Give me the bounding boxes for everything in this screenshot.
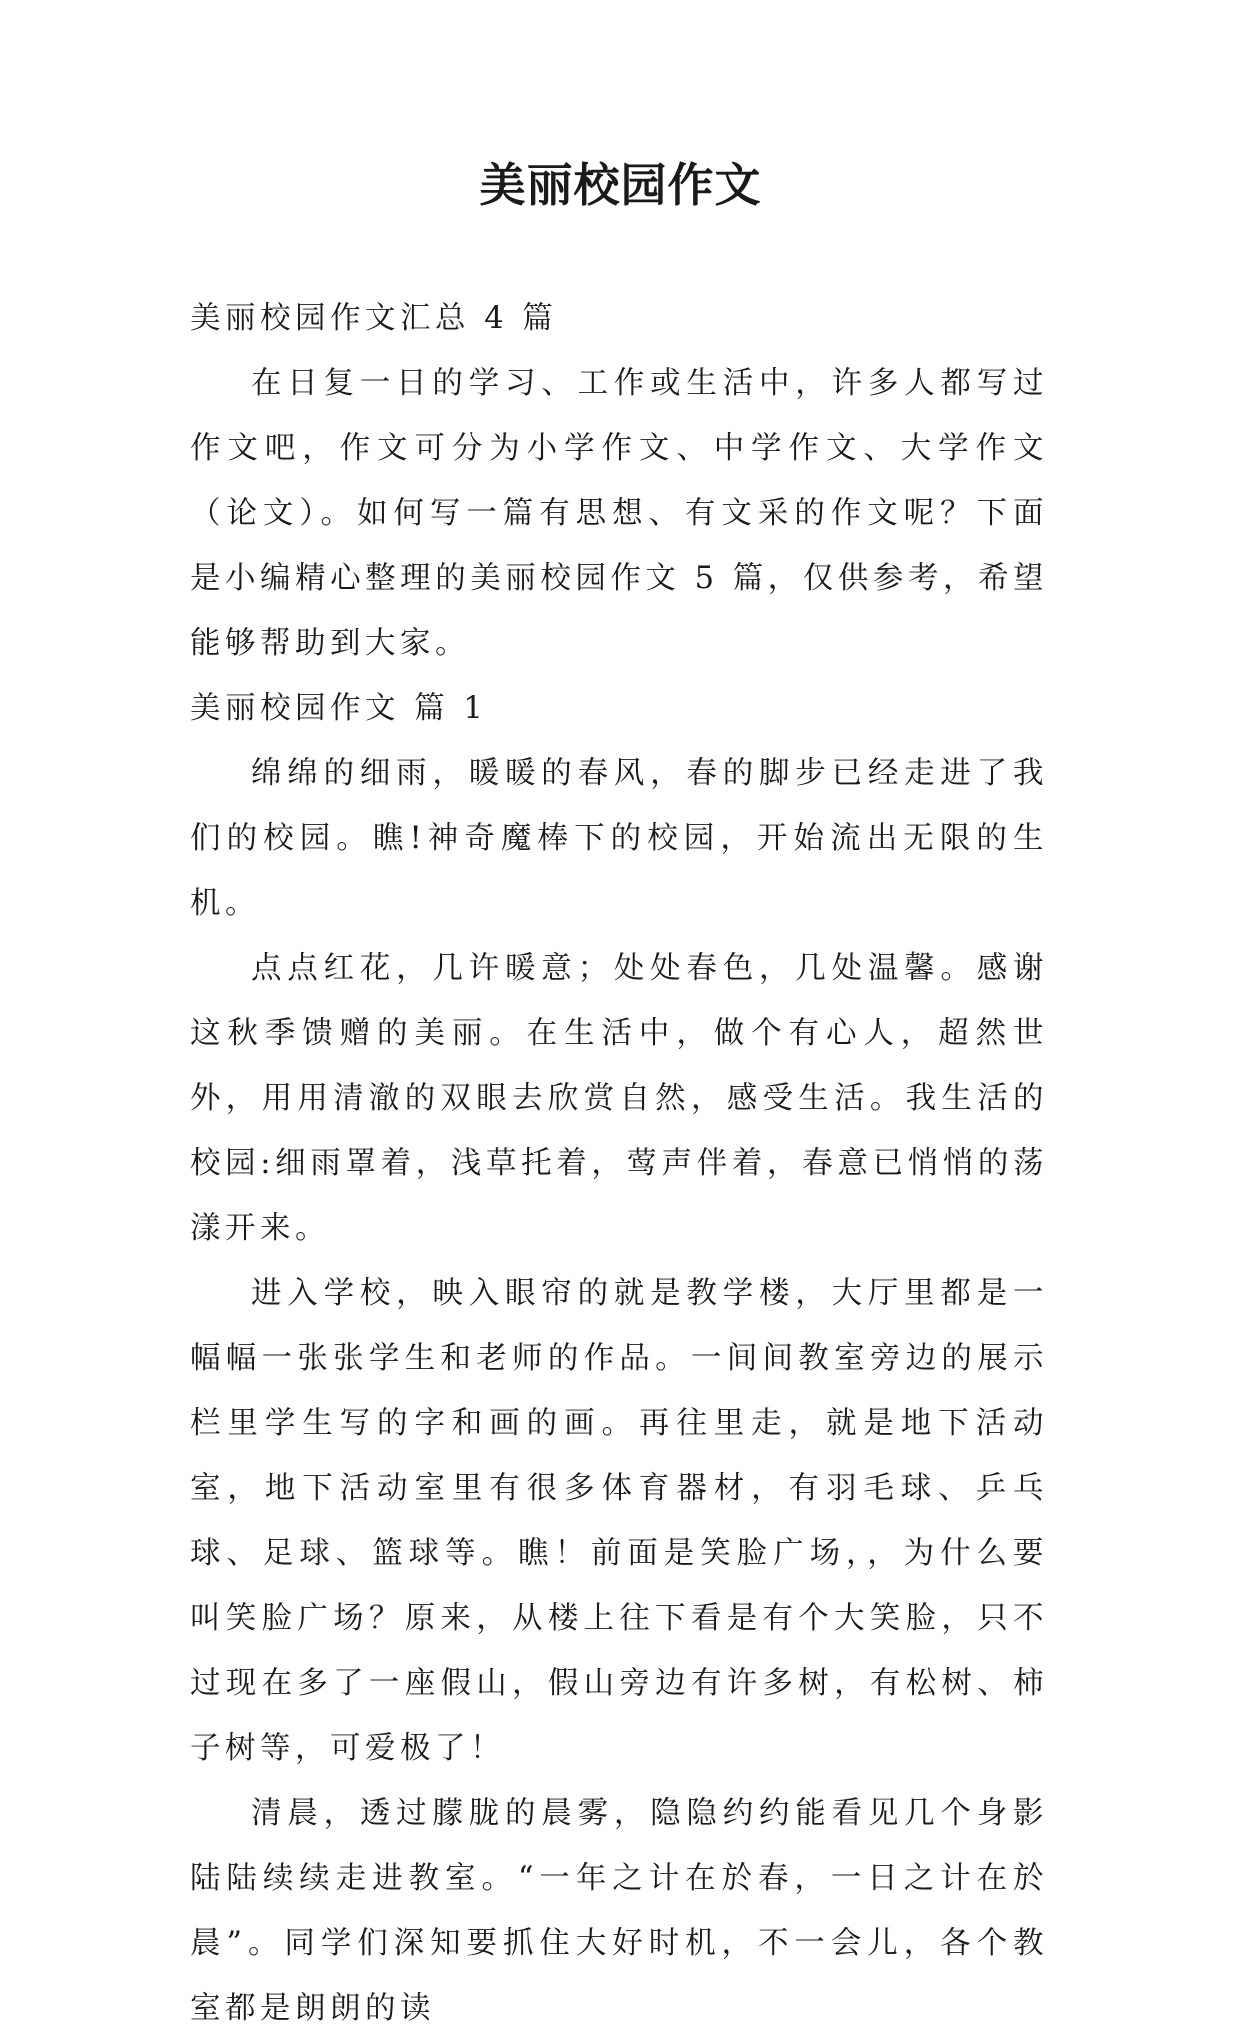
- essay-1-heading: 美丽校园作文 篇 1: [190, 691, 488, 726]
- essay-paragraph: 绵绵的细雨，暖暖的春风，春的脚步已经走进了我们的校园。瞧!神奇魔棒下的校园，开始流出无限的生机。: [190, 756, 1048, 921]
- essay-paragraph: 进入学校，映入眼帘的就是教学楼，大厅里都是一幅幅一张张学生和老师的作品。一间间教室旁边的展示栏里学生写的字和画的画。再往里走，就是地下活动室，地下活动室里有很多体育器材，有羽毛球、乒乓球、足球、篮球等。瞧！前面是笑脸广场，，为什么要叫笑脸广场？原来，从楼上往下看是有个大笑脸，只不过现在多了一座假山，假山旁边有许多树，有松树、柿子树等，可爱极了！: [190, 1276, 1048, 1766]
- intro-paragraph: 在日复一日的学习、工作或生活中，许多人都写过作文吧，作文可分为小学作文、中学作文、大学作文（论文）。如何写一篇有思想、有文采的作文呢？下面是小编精心整理的美丽校园作文 5 篇，仅供参考，希望能够帮助到大家。: [190, 366, 1048, 661]
- collection-heading: 美丽校园作文汇总 4 篇: [190, 301, 558, 336]
- document-title: 美丽校园作文: [479, 158, 762, 212]
- essay-paragraph: 点点红花，几许暖意；处处春色，几处温馨。感谢这秋季馈赠的美丽。在生活中，做个有心人，超然世外，用用清澈的双眼去欣赏自然，感受生活。我生活的校园:细雨罩着，浅草托着，莺声伴着，春意已悄悄的荡漾开来。: [190, 951, 1048, 1246]
- document-body: [190, 286, 1048, 2041]
- essay-paragraph: 清晨，透过朦胧的晨雾，隐隐约约能看见几个身影陆陆续续走进教室。“一年之计在於春，一日之计在於晨”。同学们深知要抓住大好时机，不一会儿，各个教室都是朗朗的读: [190, 1796, 1048, 2026]
